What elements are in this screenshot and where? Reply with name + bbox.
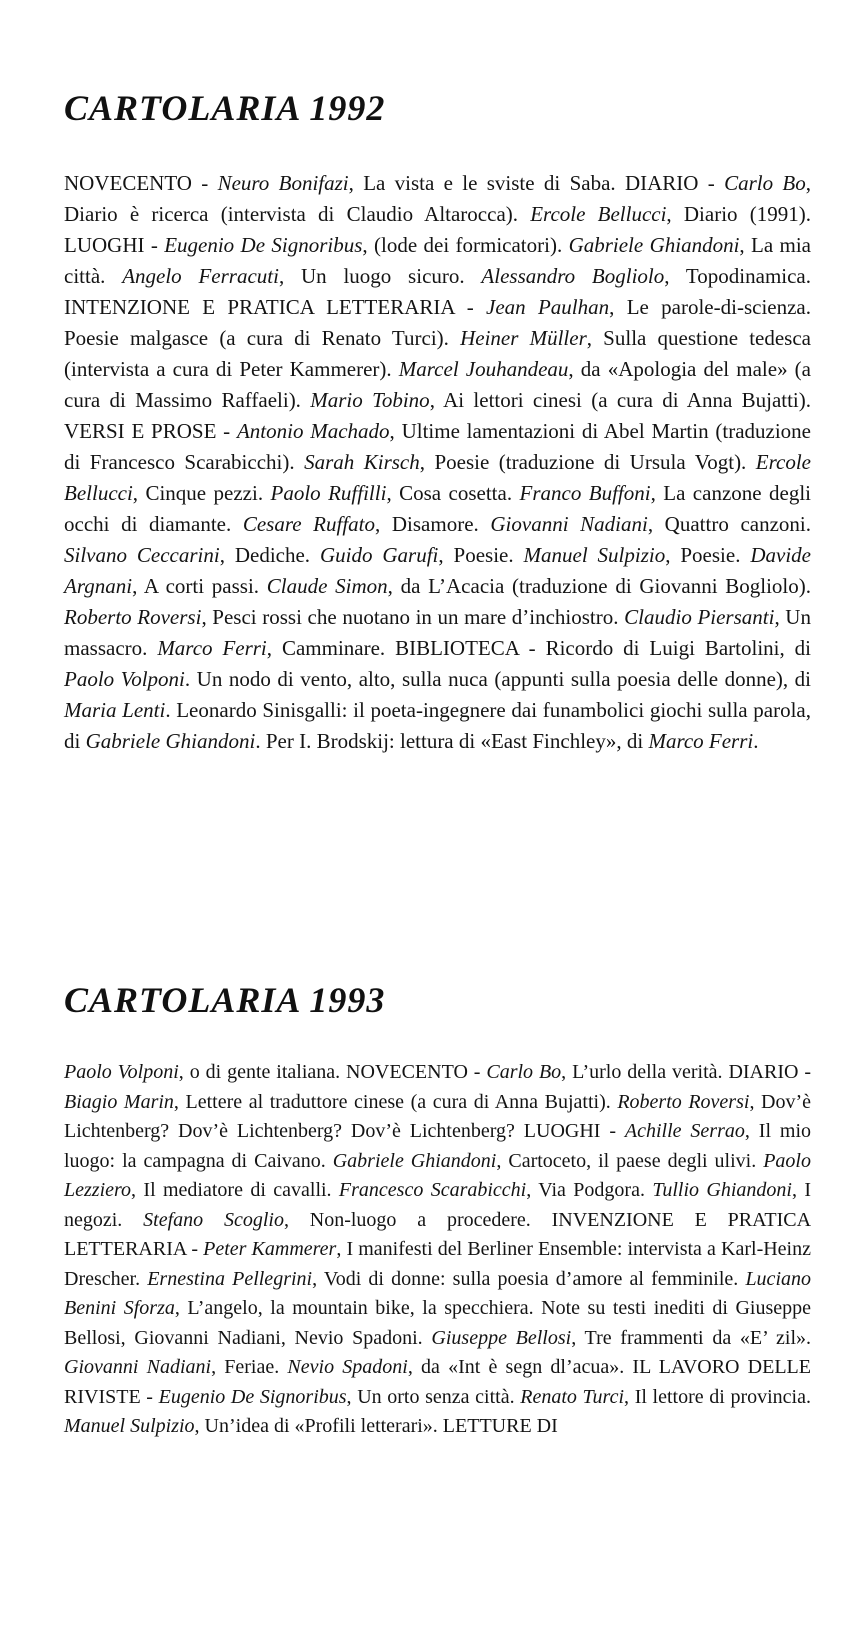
text-run: NOVECENTO - <box>64 171 218 195</box>
text-run: , Topodinamica. INTENZIONE E PRATICA LETTERARIA - <box>64 264 811 319</box>
section-body <box>64 1058 811 1442</box>
text-run: , Il mio luogo: la campagna di Caivano. <box>64 1120 811 1172</box>
author-name: Paolo Volponi <box>64 1061 179 1083</box>
text-run: , La vista e le sviste di Saba. DIARIO - <box>348 171 725 195</box>
author-name: Peter Kammerer <box>203 1238 337 1260</box>
text-run: , I manifesti del Berliner Ensemble: intervista a Karl-Heinz Drescher. <box>64 1238 811 1290</box>
author-name: Tullio Ghiandoni <box>652 1179 792 1201</box>
text-run: , Le parole-di-scienza. Poesie malgasce (a cura di Renato Turci). <box>64 295 811 350</box>
author-name: Achille Serrao <box>624 1120 745 1142</box>
text-run: , Un’idea di «Profili letterari». LETTURE DI <box>194 1415 558 1437</box>
text-run: , La canzone degli occhi di diamante. <box>64 481 812 536</box>
text-run: , Tre frammenti da «E’ zil». <box>571 1326 811 1349</box>
text-run: , Il mediatore di cavalli. <box>131 1179 339 1201</box>
section-title: CARTOLARIA 1992 <box>64 88 386 128</box>
text-run: , Dediche. <box>219 543 320 567</box>
text-run: . <box>753 729 759 753</box>
section-title: CARTOLARIA 1993 <box>64 980 386 1020</box>
author-name: Manuel Sulpizio <box>64 1415 195 1437</box>
author-name: Jean Paulhan <box>486 295 610 319</box>
text-run: , Diario è ricerca (intervista di Claudio Altarocca). <box>64 171 811 226</box>
text-run: , Sulla questione tedesca (intervista a cura di Peter Kammerer). <box>64 326 811 381</box>
text-run: . Un nodo di vento, alto, sulla nuca (appunti sulla poesia delle donne), di <box>184 667 811 691</box>
author-name: Paolo Ruffilli <box>270 481 387 505</box>
author-name: Ernestina Pellegrini <box>147 1267 313 1290</box>
text-run: , A corti passi. <box>132 574 267 598</box>
text-run: , da L’Acacia (traduzione di Giovanni Bogliolo). <box>387 574 811 598</box>
author-name: Cesare Ruffato <box>242 512 376 536</box>
text-run: , Dov’è Lichtenberg? Dov’è Lichtenberg? Dov’è Lichtenberg? LUOGHI - <box>64 1090 811 1142</box>
author-name: Nevio Spadoni <box>287 1356 408 1378</box>
author-name: Biagio Marin <box>64 1090 174 1113</box>
author-name: Eugenio De Signoribus <box>158 1385 347 1408</box>
text-run: , Ai lettori cinesi (a cura di Anna Bujatti). VERSI E PROSE - <box>64 388 812 443</box>
author-name: Giovanni Nadiani <box>490 512 648 536</box>
text-run: , da «Apologia del male» (a cura di Massimo Raffaeli). <box>64 357 811 412</box>
author-name: Stefano Scoglio <box>143 1208 284 1231</box>
author-name: Carlo Bo <box>486 1061 562 1083</box>
author-name: Claudio Piersanti <box>624 605 775 629</box>
text-run: , La mia città. <box>64 233 812 288</box>
text-run: , Cartoceto, il paese degli ulivi. <box>496 1149 764 1172</box>
author-name: Manuel Sulpizio <box>523 543 666 567</box>
text-run: , Cosa cosetta. <box>386 481 520 505</box>
author-name: Ercole Bellucci <box>64 450 811 505</box>
author-name: Francesco Scarabicchi <box>338 1179 527 1201</box>
author-name: Angelo Ferracuti <box>122 264 279 288</box>
author-name: Carlo Bo <box>724 171 806 195</box>
section-body <box>64 168 811 757</box>
author-name: Roberto Roversi <box>617 1090 750 1113</box>
author-name: Roberto Roversi <box>64 605 202 629</box>
text-run: , Via Podgora. <box>526 1179 653 1201</box>
text-run: . Leonardo Sinisgalli: il poeta-ingegnere dai funambolici giochi sulla parola, di <box>64 698 811 753</box>
author-name: Marco Ferri <box>157 636 267 660</box>
author-name: Neuro Bonifazi <box>217 171 349 195</box>
author-name: Sarah Kirsch <box>304 450 420 474</box>
text-run: , Ultime lamentazioni di Abel Martin (traduzione di Francesco Scarabicchi). <box>64 419 811 474</box>
text-run: , Un orto senza città. <box>346 1385 521 1408</box>
text-run: , I negozi. <box>64 1179 811 1231</box>
author-name: Giovanni Nadiani <box>64 1356 212 1378</box>
author-name: Davide Argnani <box>64 543 812 598</box>
text-run: , Non-luogo a procedere. INVENZIONE E PRATICA LETTERARIA - <box>64 1208 812 1260</box>
text-run: , Camminare. BIBLIOTECA - Ricordo di Luigi Bartolini, di <box>266 636 811 660</box>
section-cartolaria-1993 <box>64 978 812 1437</box>
text-run: , Cinque pezzi. <box>132 481 271 505</box>
text-run: , o di gente italiana. NOVECENTO - <box>178 1061 487 1083</box>
text-run: , Poesie. <box>665 543 751 567</box>
section-cartolaria-1992 <box>64 86 812 753</box>
author-name: Marcel Jouhandeau <box>398 357 569 381</box>
author-name: Guido Garufi <box>319 543 439 567</box>
text-run: , da «Int è segn dl’acua». IL LAVORO DELLE RIVISTE - <box>64 1356 811 1408</box>
author-name: Gabriele Ghiandoni <box>85 729 256 753</box>
text-run: , L’angelo, la mountain bike, la specchiera. Note su testi inediti di Giuseppe Bellosi, Giovanni Nadiani, Nevio Spadoni. <box>64 1297 811 1349</box>
text-run: , Poesie (traduzione di Ursula Vogt). <box>419 450 756 474</box>
text-run: , Poesie. <box>438 543 524 567</box>
author-name: Antonio Machado <box>236 419 390 443</box>
author-name: Paolo Lezziero <box>64 1149 811 1201</box>
author-name: Claude Simon <box>266 574 388 598</box>
text-run: , Lettere al traduttore cinese (a cura di Anna Bujatti). <box>173 1090 618 1113</box>
text-run: , L’urlo della verità. DIARIO - <box>561 1061 811 1083</box>
author-name: Gabriele Ghiandoni <box>332 1149 497 1172</box>
author-name: Heiner Müller <box>460 326 587 350</box>
author-name: Maria Lenti <box>64 698 166 722</box>
author-name: Mario Tobino <box>310 388 430 412</box>
author-name: Eugenio De Signoribus <box>164 233 363 257</box>
text-run: , Disamore. <box>375 512 491 536</box>
text-run: , Pesci rossi che nuotano in un mare d’inchiostro. <box>201 605 625 629</box>
author-name: Paolo Volponi <box>64 667 185 691</box>
text-run: , Un massacro. <box>64 605 811 660</box>
author-name: Silvano Ceccarini <box>64 543 220 567</box>
author-name: Renato Turci <box>520 1385 625 1408</box>
text-run: . Per I. Brodskij: lettura di «East Finchley», di <box>255 729 649 753</box>
text-run: , Vodi di donne: sulla poesia d’amore al femminile. <box>312 1267 746 1290</box>
author-name: Gabriele Ghiandoni <box>568 233 740 257</box>
text-run: , Feriae. <box>211 1356 288 1378</box>
text-run: , Quattro canzoni. <box>647 512 811 536</box>
author-name: Luciano Benini Sforza <box>64 1267 811 1319</box>
author-name: Franco Buffoni <box>519 481 651 505</box>
author-name: Alessandro Bogliolo <box>481 264 665 288</box>
author-name: Giuseppe Bellosi <box>431 1326 572 1349</box>
text-run: , (lode dei formicatori). <box>362 233 569 257</box>
text-run: , Un luogo sicuro. <box>278 264 482 288</box>
text-run: , Il lettore di provincia. <box>624 1385 811 1408</box>
author-name: Marco Ferri <box>648 729 754 753</box>
author-name: Ercole Bellucci <box>530 202 667 226</box>
text-run: , Diario (1991). LUOGHI - <box>64 202 811 257</box>
